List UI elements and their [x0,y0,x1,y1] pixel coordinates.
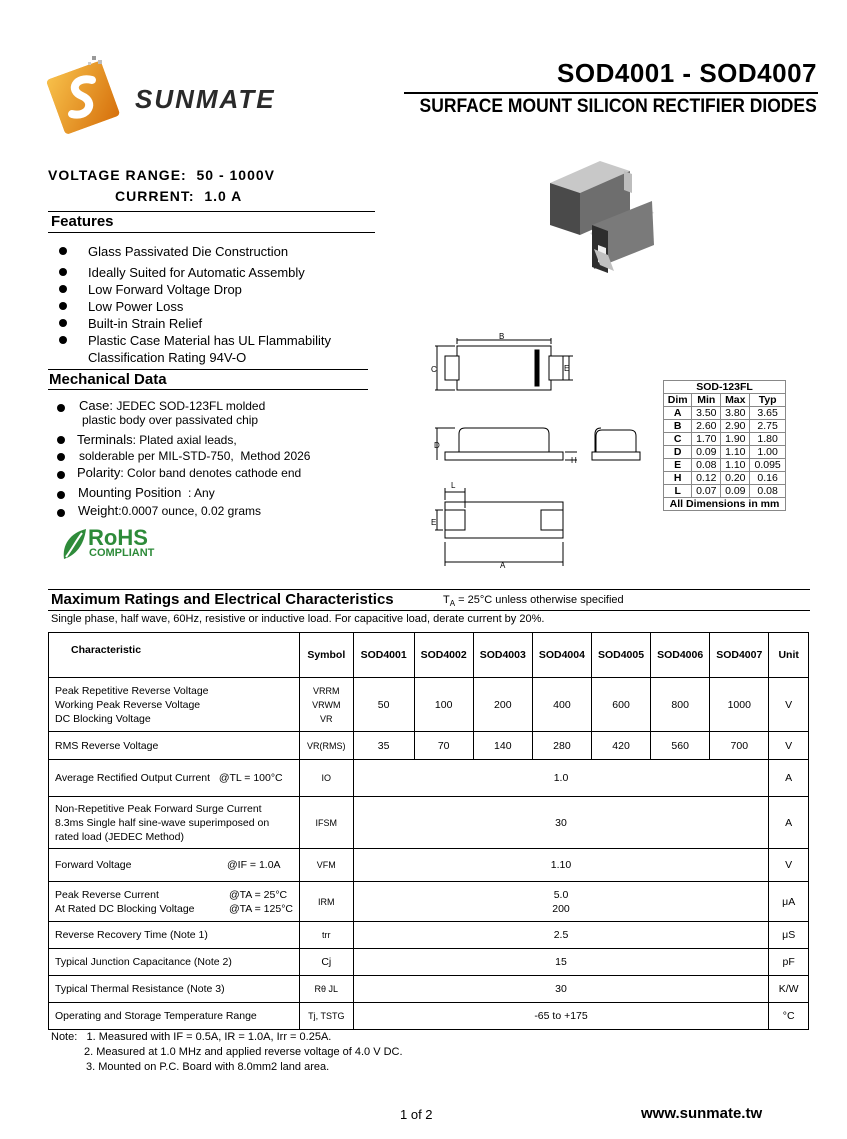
mechanical-data: Case: JEDEC SOD-123FL molded plastic body over passivated chip Terminals: Plated axial leads, solderable per MIL-STD-750, Method 2026 Polarity: Color band denotes cathode end Mounting Position : Any Weight:0.0007 ounce, 0.02 grams [57,398,357,518]
brand-logo [40,52,130,142]
table-row: Non-Repetitive Peak Forward Surge Current 8.3ms Single half sine-wave superimposed on rated load (JEDEC Method) IFSM 30 A [49,797,809,849]
ratings-table [48,632,809,1030]
page-title: SOD4001 - SOD4007 [557,58,817,88]
table-row: C 1.70 1.90 1.80 [664,433,786,446]
table-row: Peak Reverse Current @TA = 25°C At Rated DC Blocking Voltage @TA = 125°C IRM 5.0 200 μA [49,882,809,922]
end-view-drawing [590,428,642,466]
dim-label-c: C [431,365,437,374]
ratings-note: Single phase, half wave, 60Hz, resistive or inductive load. For capacitive load, derate current by 20%. [51,613,545,625]
dimension-table [663,380,786,511]
features-bottom-rule [48,232,375,233]
mechanical-heading: Mechanical Data [49,371,167,388]
mechanical-top-rule [48,369,368,370]
notes: Note: 1. Measured with IF = 0.5A, IR = 1.0A, Irr = 0.25A. 2. Measured at 1.0 MHz and applied reverse voltage of 4.0 V DC. 3. Mounted on P.C. Board with 8.0mm2 land area. [51,1031,403,1073]
rohs-compliant: COMPLIANT [89,547,155,559]
voltage-label: VOLTAGE RANGE: [48,167,187,183]
table-row: H 0.12 0.20 0.16 [664,472,786,485]
package-photo [542,153,662,283]
list-item: Low Forward Voltage Drop [88,281,331,298]
list-item: Ideally Suited for Automatic Assembly [88,264,331,281]
brand-wordmark: SUNMATE [135,84,276,114]
list-item: Plastic Case Material has UL Flammability [88,332,331,349]
list-item: Low Power Loss [88,298,331,315]
table-header-row: Characteristic Symbol SOD4001 SOD4002 SOD4003 SOD4004 SOD4005 SOD4006 SOD4007 Unit [49,633,809,678]
current-value: 1.0 A [204,188,243,204]
dim-header: Min [692,394,721,407]
table-row: Typical Junction Capacitance (Note 2) Cj 15 pF [49,949,809,976]
rohs-label: RoHS [88,525,148,550]
current-rating [115,188,242,204]
outline-drawing [425,330,605,570]
page-subtitle: SURFACE MOUNT SILICON RECTIFIER DIODES [419,96,817,117]
table-row: E 0.08 1.10 0.095 [664,459,786,472]
page-number: 1 of 2 [400,1107,433,1122]
dim-table-footer: All Dimensions in mm [664,498,786,511]
list-item: Built-in Strain Relief [88,315,331,332]
table-row: Forward Voltage @IF = 1.0A VFM 1.10 V [49,849,809,882]
voltage-value: 50 - 1000V [196,167,275,183]
footer-url[interactable]: www.sunmate.tw [641,1105,763,1122]
table-row: A 3.50 3.80 3.65 [664,407,786,420]
table-row: Reverse Recovery Time (Note 1) trr 2.5 μS [49,922,809,949]
ratings-top-rule [48,589,810,590]
table-row: D 0.09 1.10 1.00 [664,446,786,459]
current-label: CURRENT: [115,188,195,204]
ratings-heading: Maximum Ratings and Electrical Characteristics [51,591,394,608]
list-item: Classification Rating 94V-O [88,350,247,365]
dim-label-h: H [571,456,577,465]
table-row: L 0.07 0.09 0.08 [664,485,786,498]
table-row: Average Rectified Output Current @TL = 100°C IO 1.0 A [49,760,809,797]
mechanical-bottom-rule [48,389,368,390]
list-item: Glass Passivated Die Construction [88,243,331,260]
diode-package-icon [542,153,662,278]
dim-label-l: L [451,481,456,490]
dim-label-b: B [499,332,505,341]
dim-label-e2: E [431,518,437,527]
ratings-bottom-rule [48,610,810,611]
dim-header: Typ [750,394,786,407]
dim-header: Max [721,394,750,407]
table-row: Typical Thermal Resistance (Note 3) Rθ JL 30 K/W [49,976,809,1003]
dim-label-d: D [434,441,440,450]
title-divider [404,92,818,94]
dim-header: Dim [664,394,692,407]
ratings-condition: $T_A = 25^\circ C$ unless otherwise specified [443,594,624,609]
dim-label-e: E [564,364,570,373]
leaf-icon [60,527,88,561]
logo-mark-icon [40,52,130,142]
table-row: RMS Reverse Voltage VR(RMS) 35 70 140 280 420 560 700 V [49,732,809,760]
table-row: B 2.60 2.90 2.75 [664,420,786,433]
features-list [88,236,331,366]
table-row: Operating and Storage Temperature Range Tj, TSTG -65 to +175 °C [49,1003,809,1030]
dim-table-title: SOD-123FL [664,381,786,394]
features-top-rule [48,211,375,212]
dim-label-a: A [500,561,506,570]
features-heading: Features [51,213,114,230]
table-row: Peak Repetitive Reverse Voltage Working Peak Reverse Voltage DC Blocking Voltage VRRM VRWM VR 50 100 200 400 600 800 1000 V [49,678,809,732]
voltage-range [48,167,275,183]
